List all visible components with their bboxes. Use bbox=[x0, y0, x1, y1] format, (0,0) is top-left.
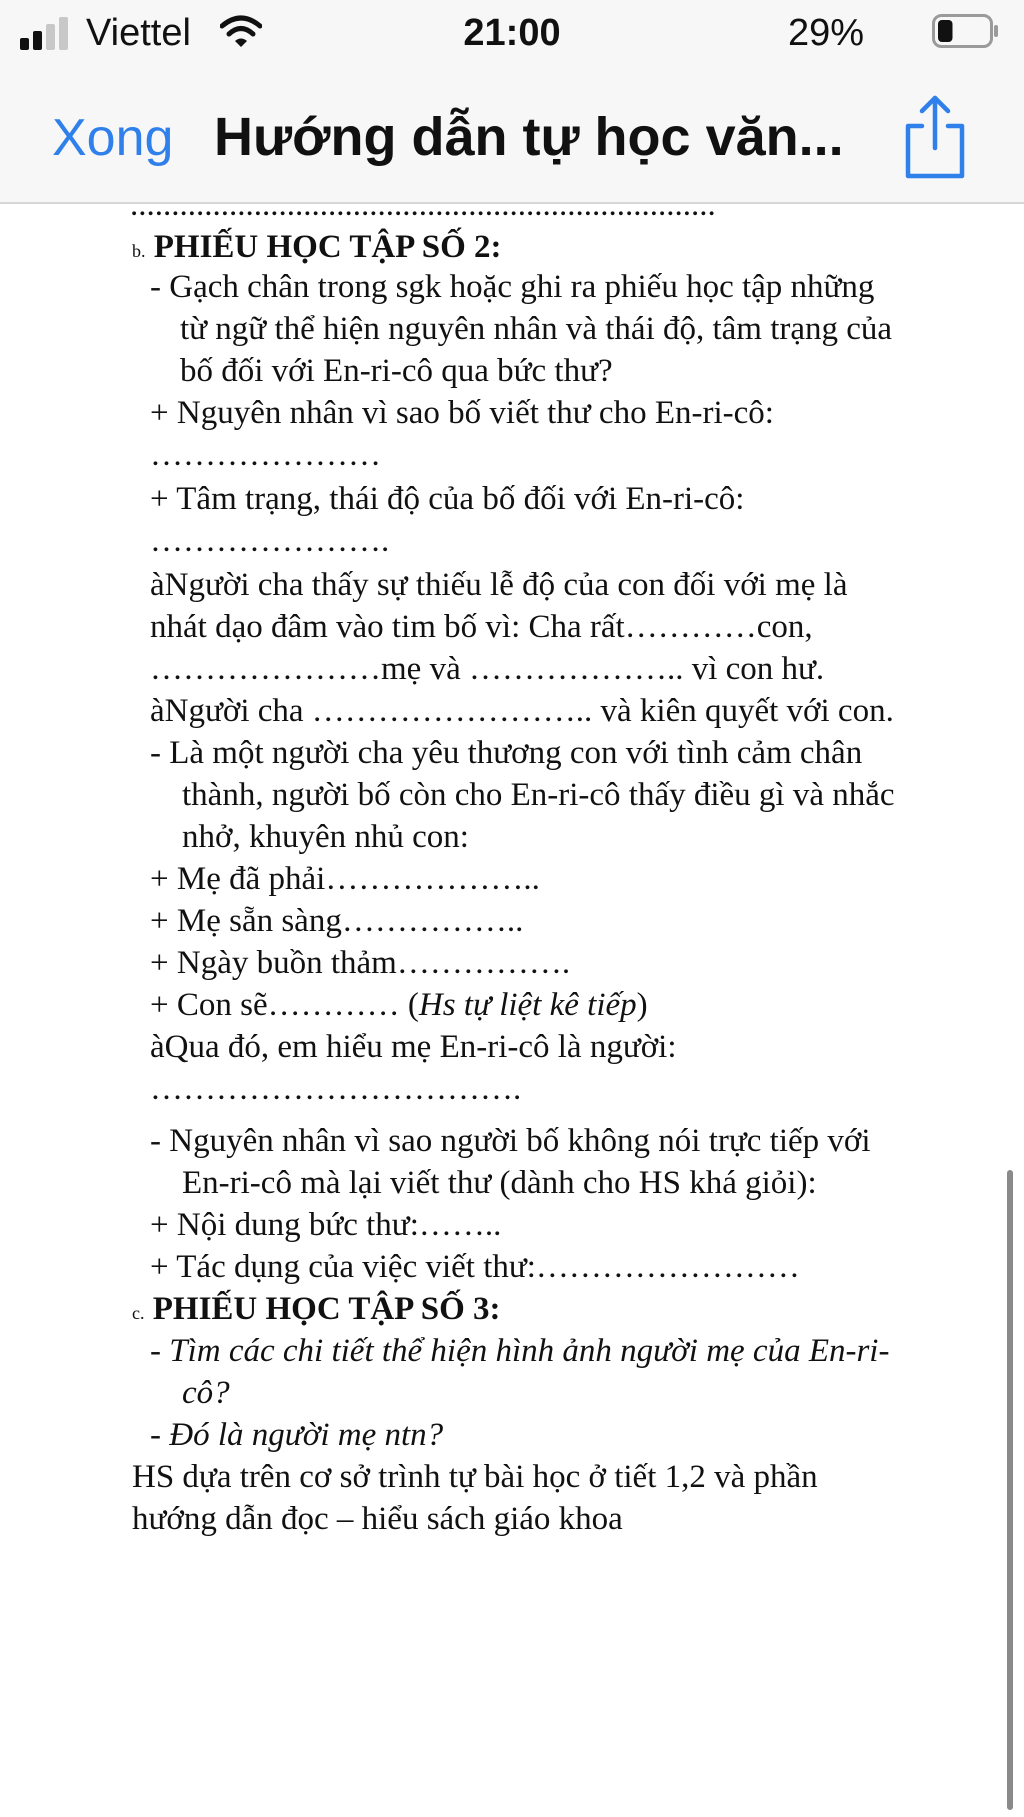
question-1-line-3: bố đối với En-ri-cô qua bức thư? bbox=[180, 353, 613, 389]
status-bar bbox=[0, 0, 1024, 68]
question-2-line-3: nhở, khuyên nhủ con: bbox=[182, 819, 469, 855]
point-1: + Mẹ đã phải……………….. bbox=[150, 861, 540, 897]
conclusion-1-line-3: …………………mẹ và ……………….. vì con hư. bbox=[150, 651, 825, 687]
conclusion-3: àQua đó, em hiểu mẹ En-ri-cô là người: bbox=[150, 1029, 677, 1065]
reason-label: + Nguyên nhân vì sao bố viết thư cho En-ri-cô: bbox=[150, 395, 774, 431]
point-3: + Ngày buồn thảm……………. bbox=[150, 945, 571, 981]
letter-effect: + Tác dụng của việc viết thư:…………………… bbox=[150, 1249, 800, 1285]
battery-icon bbox=[932, 14, 1000, 48]
reason-dots: ………………… bbox=[150, 437, 381, 473]
bullet-dash: - bbox=[150, 1333, 161, 1369]
section-b-title: PHIẾU HỌC TẬP SỐ 2: bbox=[153, 229, 502, 265]
note-line-2: hướng dẫn đọc – hiểu sách giáo khoa bbox=[132, 1501, 623, 1537]
carrier-name: Viettel bbox=[86, 12, 191, 54]
question-4-line-2: cô? bbox=[182, 1375, 230, 1411]
point-2: + Mẹ sẵn sàng…………….. bbox=[150, 903, 524, 939]
share-icon[interactable] bbox=[900, 92, 970, 180]
question-1-line-1: - Gạch chân trong sgk hoặc ghi ra phiếu học tập những bbox=[150, 269, 875, 305]
question-2-line-1: - Là một người cha yêu thương con với tình cảm chân bbox=[150, 735, 863, 771]
question-4-line-1: - Tìm các chi tiết thể hiện hình ảnh người mẹ của En-ri- bbox=[150, 1333, 890, 1369]
note-line-1: HS dựa trên cơ sở trình tự bài học ở tiết 1,2 và phần bbox=[132, 1459, 818, 1495]
top-dots: ....................................................................... bbox=[130, 187, 716, 223]
conclusion-2: àNgười cha …………………….. và kiên quyết với con. bbox=[150, 693, 894, 729]
conclusion-3-dots: ……………………………. bbox=[150, 1071, 522, 1107]
bullet-dash: - bbox=[150, 735, 161, 771]
conclusion-1-line-2: nhát dạo đâm vào tim bố vì: Cha rất…………con, bbox=[150, 609, 813, 645]
mood-label: + Tâm trạng, thái độ của bố đối với En-ri-cô: bbox=[150, 481, 745, 517]
document-page bbox=[0, 187, 1024, 1817]
question-3-line-2: En-ri-cô mà lại viết thư (dành cho HS khá giỏi): bbox=[182, 1165, 817, 1201]
document-title: Hướng dẫn tự học văn... bbox=[214, 107, 844, 167]
bullet-dash: - bbox=[150, 1417, 161, 1453]
section-b-marker: b. bbox=[132, 241, 146, 261]
status-time: 21:00 bbox=[463, 12, 561, 54]
question-1-line-2: từ ngữ thể hiện nguyên nhân và thái độ, tâm trạng của bbox=[180, 311, 893, 347]
point-4: + Con sẽ………… (Hs tự liệt kê tiếp) bbox=[150, 987, 648, 1023]
mood-dots: …………………. bbox=[150, 523, 390, 559]
bullet-dash: - bbox=[150, 1123, 161, 1159]
question-5: - Đó là người mẹ ntn? bbox=[150, 1417, 444, 1453]
battery-percent: 29% bbox=[787, 12, 864, 54]
section-c-marker: c. bbox=[132, 1303, 145, 1323]
conclusion-1-line-1: àNgười cha thấy sự thiếu lễ độ của con đối với mẹ là bbox=[150, 567, 848, 603]
question-3-line-1: - Nguyên nhân vì sao người bố không nói trực tiếp với bbox=[150, 1123, 871, 1159]
letter-content: + Nội dung bức thư:…….. bbox=[150, 1207, 502, 1243]
section-c-heading bbox=[132, 1288, 501, 1335]
scrollbar[interactable] bbox=[1007, 1170, 1013, 1810]
done-button[interactable]: Xong bbox=[52, 109, 174, 167]
bullet-dash: - bbox=[150, 269, 161, 305]
question-2-line-2: thành, người bố còn cho En-ri-cô thấy điều gì và nhắc bbox=[182, 777, 895, 813]
section-c-title: PHIẾU HỌC TẬP SỐ 3: bbox=[152, 1291, 501, 1327]
